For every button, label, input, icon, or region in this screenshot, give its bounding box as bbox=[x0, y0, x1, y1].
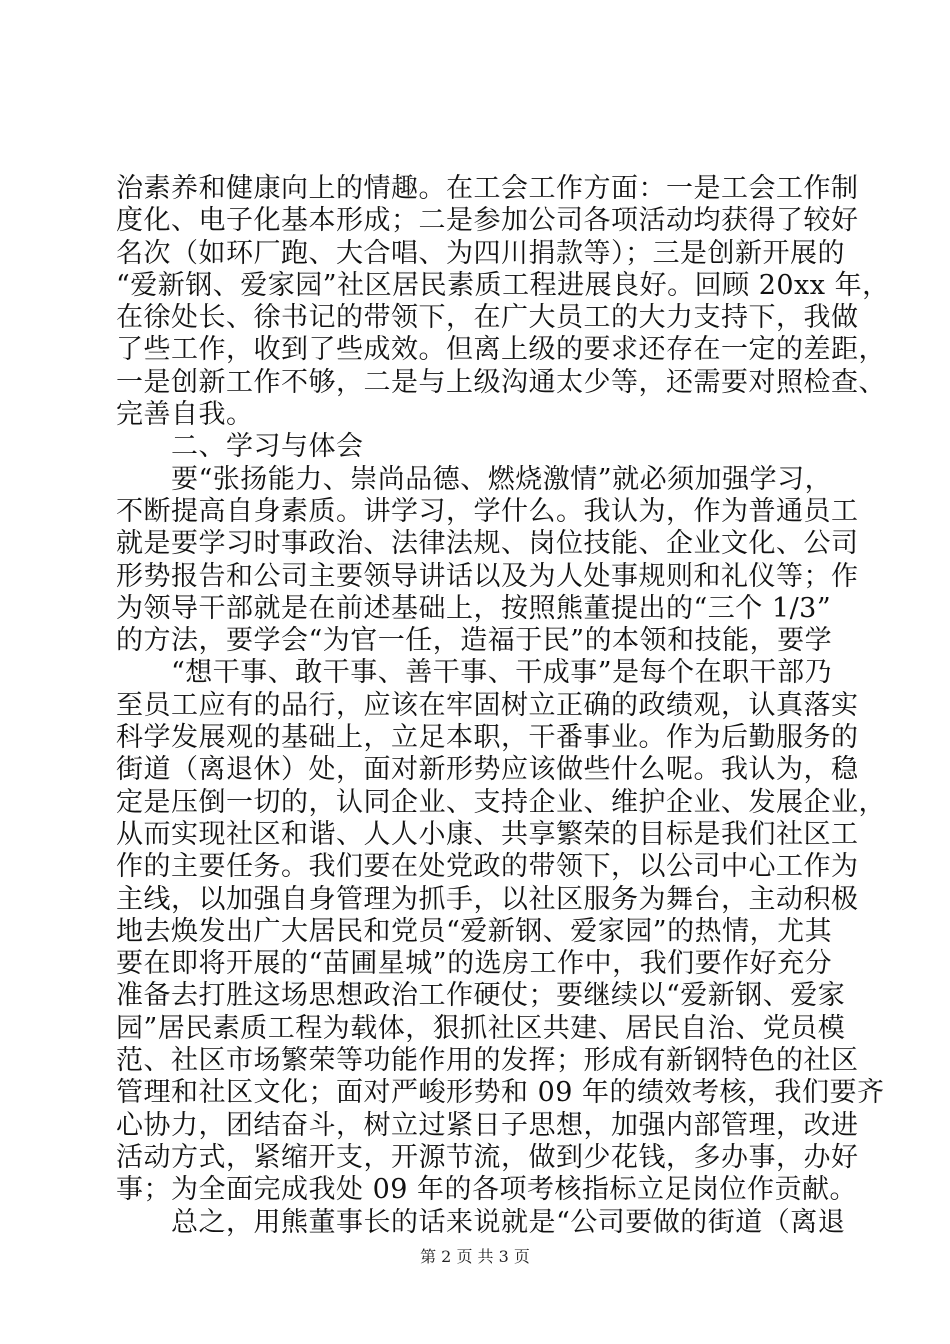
text-line: 定是压倒一切的，认同企业、支持企业、维护企业、发展企业， bbox=[116, 786, 886, 818]
text-line: 治素养和健康向上的情趣。在工会工作方面：一是工会工作制 bbox=[116, 173, 859, 204]
text-line: 度化、电子化基本形成；二是参加公司各项活动均获得了较好 bbox=[116, 205, 859, 237]
text-line: 要“张扬能力、崇尚品德、燃烧激情”就必须加强学习， bbox=[116, 463, 833, 495]
text-line: 从而实现社区和谐、人人小康、共享繁荣的目标是我们社区工 bbox=[116, 818, 859, 850]
text-line: 总之，用熊董事长的话来说就是“公司要做的街道（离退 bbox=[116, 1206, 846, 1238]
text-line: 一是创新工作不够，二是与上级沟通太少等，还需要对照检查、 bbox=[116, 366, 886, 398]
text-line: “爱新钢、爱家园”社区居民素质工程进展良好。回顾 20xx 年， bbox=[116, 269, 890, 301]
text-line: 科学发展观的基础上，立足本职，干番事业。作为后勤服务的 bbox=[116, 722, 859, 754]
text-line: 街道（离退休）处，面对新形势应该做些什么呢。我认为，稳 bbox=[116, 754, 859, 786]
text-line: 要在即将开展的“苗圃星城”的选房工作中，我们要作好充分 bbox=[116, 948, 833, 980]
text-line: 为领导干部就是在前述基础上，按照熊董提出的“三个 1/3” bbox=[116, 592, 832, 624]
text-line: 在徐处长、徐书记的带领下，在广大员工的大力支持下，我做 bbox=[116, 302, 859, 334]
text-line: 的方法，要学会“为官一任，造福于民”的本领和技能，要学 bbox=[116, 625, 833, 657]
text-line: 了些工作，收到了些成效。但离上级的要求还存在一定的差距， bbox=[116, 334, 886, 366]
text-line: 就是要学习时事政治、法律法规、岗位技能、企业文化、公司 bbox=[116, 528, 859, 560]
section-heading: 二、学习与体会 bbox=[116, 431, 364, 463]
text-line: 完善自我。 bbox=[116, 399, 254, 431]
page-number-footer: 第 2 页 共 3 页 bbox=[420, 1247, 530, 1266]
text-line: 事；为全面完成我处 09 年的各项考核指标立足岗位作贡献。 bbox=[116, 1174, 858, 1206]
document-body bbox=[116, 173, 890, 1239]
text-line: 管理和社区文化；面对严峻形势和 09 年的绩效考核，我们要齐 bbox=[116, 1077, 885, 1109]
text-line: 地去焕发出广大居民和党员“爱新钢、爱家园”的热情，尤其 bbox=[116, 915, 833, 947]
text-line: 活动方式，紧缩开支，开源节流，做到少花钱，多办事，办好 bbox=[116, 1141, 859, 1173]
text-line: 不断提高自身素质。讲学习，学什么。我认为，作为普通员工 bbox=[116, 495, 859, 527]
text-line: 主线，以加强自身管理为抓手，以社区服务为舞台，主动积极 bbox=[116, 883, 859, 915]
text-line: “想干事、敢干事、善干事、干成事”是每个在职干部乃 bbox=[116, 657, 833, 689]
text-line: 范、社区市场繁荣等功能作用的发挥；形成有新钢特色的社区 bbox=[116, 1045, 859, 1077]
text-line: 形势报告和公司主要领导讲话以及为人处事规则和礼仪等；作 bbox=[116, 560, 859, 592]
text-line: 作的主要任务。我们要在处党政的带领下，以公司中心工作为 bbox=[116, 851, 859, 883]
text-line: 至员工应有的品行，应该在牢固树立正确的政绩观，认真落实 bbox=[116, 689, 859, 721]
text-line: 准备去打胜这场思想政治工作硬仗；要继续以“爱新钢、爱家 bbox=[116, 980, 846, 1012]
text-line: 园”居民素质工程为载体，狠抓社区共建、居民自治、党员模 bbox=[116, 1012, 846, 1044]
text-line: 心协力，团结奋斗，树立过紧日子思想，加强内部管理，改进 bbox=[116, 1109, 859, 1141]
text-line: 名次（如环厂跑、大合唱、为四川捐款等）；三是创新开展的 bbox=[116, 237, 845, 269]
